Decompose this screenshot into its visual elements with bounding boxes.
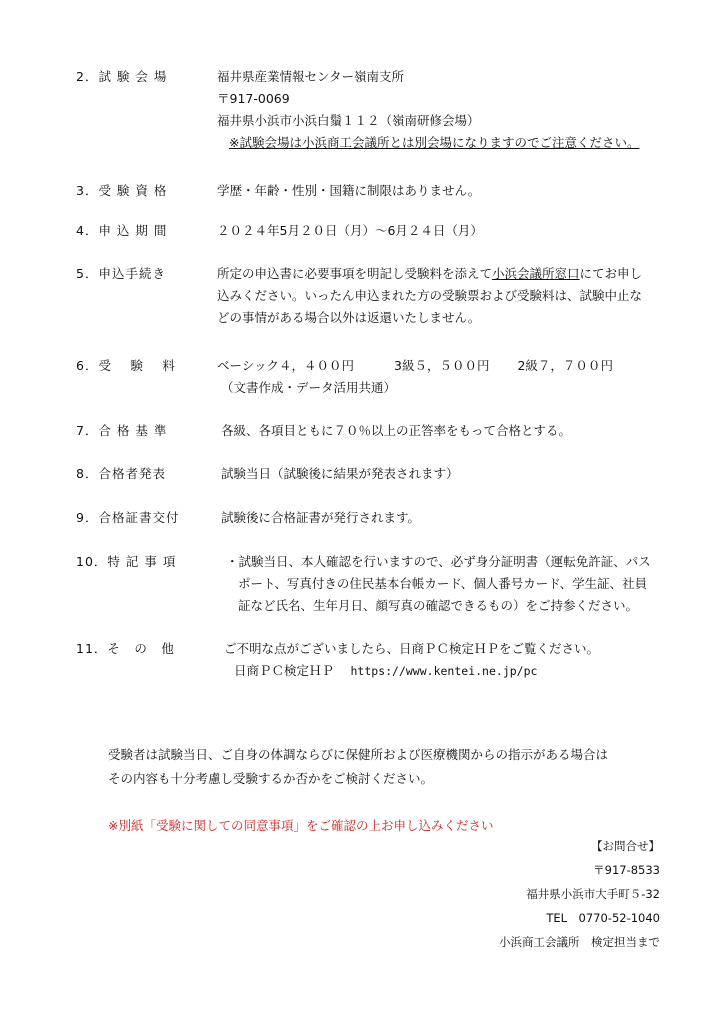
venue-name: 福井県産業情報センター嶺南支所 — [217, 69, 405, 84]
contact-postal: 〒917-8533 — [593, 863, 660, 877]
criteria-label: 7．合 格 基 準 — [76, 423, 168, 438]
fee-grade3: 3級５，５００円 — [394, 358, 490, 373]
health-notice-line-1: 受験者は試験当日、ご自身の体調ならびに保健所および医療機関からの指示がある場合は — [108, 747, 609, 762]
announcement-label: 8．合格者発表 — [76, 466, 166, 481]
notes-content — [226, 551, 651, 617]
hp-label: 日商ＰＣ検定ＨＰ — [234, 663, 335, 678]
procedure-text-1a: 所定の申込書に必要事項を明記し受験料を添えて — [217, 266, 493, 281]
period-text: ２０２４年5月２０日（月）～6月２４日（月） — [217, 223, 483, 238]
venue-label: 2．試 験 会 場 — [76, 69, 168, 84]
procedure-text-2: 込みください。いったん申込まれた方の受験票および受験料は、試験中止な — [217, 288, 643, 303]
other-label: 11．そ の 他 — [76, 641, 175, 656]
procedure-text-3: どの事情がある場合以外は返還いたしません。 — [217, 310, 481, 325]
fee-label: 6．受 験 料 — [76, 358, 176, 373]
fee-content — [217, 355, 613, 399]
procedure-label: 5．申込手続き — [76, 266, 166, 281]
certificate-text: 試験後に合格証書が発行されます。 — [221, 510, 421, 525]
contact-address: 福井県小浜市大手町５-32 — [526, 887, 660, 901]
fee-note: （文書作成・データ活用共通） — [221, 380, 397, 395]
health-notice — [108, 743, 608, 791]
other-content — [224, 638, 599, 682]
contact-heading: 【お問合せ】 — [591, 839, 660, 853]
contact-tel: TEL 0770-52-1040 — [546, 911, 660, 925]
consent-notice: ※別紙「受験に関しての同意事項」をご確認の上お申し込みください — [108, 818, 494, 833]
notes-label: 10．特 記 事 項 — [76, 554, 177, 569]
health-notice-line-2: その内容も十分考慮し受験するか否かをご検討ください。 — [108, 771, 434, 786]
procedure-content — [217, 263, 642, 329]
venue-address: 福井県小浜市小浜白鬚１１２（嶺南研修会場） — [217, 113, 480, 128]
qualification-label: 3．受 験 資 格 — [76, 183, 168, 198]
venue-caution: ※試験会場は小浜商工会議所とは別会場になりますのでご注意ください。 — [229, 135, 640, 150]
other-text: ご不明な点がございましたら、日商ＰＣ検定ＨＰをご覧ください。 — [224, 641, 600, 656]
venue-content — [217, 66, 639, 154]
contact-block — [499, 834, 660, 954]
qualification-text: 学歴・年齢・性別・国籍に制限はありません。 — [217, 183, 481, 198]
announcement-text: 試験当日（試験後に結果が発表されます） — [221, 466, 459, 481]
contact-org: 小浜商工会議所 検定担当まで — [499, 935, 660, 949]
venue-postal: 〒917-0069 — [217, 91, 290, 106]
procedure-window: 小浜会議所窓口 — [492, 266, 580, 281]
hp-url-link[interactable]: https://www.kentei.ne.jp/pc — [350, 664, 538, 678]
notes-text-3: 証など氏名、生年月日、顔写真の確認できるもの）をご持参ください。 — [238, 598, 639, 613]
criteria-text: 各級、各項目ともに７０％以上の正答率をもって合格とする。 — [221, 423, 572, 438]
certificate-label: 9．合格証書交付 — [76, 510, 180, 525]
procedure-text-1b: にてお申し — [579, 266, 643, 281]
fee-basic: ベーシック４，４００円 — [217, 358, 355, 373]
notes-text-1: ・試験当日、本人確認を行いますので、必ず身分証明書（運転免許証、パス — [226, 554, 651, 569]
fee-grade2: 2級７，７００円 — [517, 358, 613, 373]
period-label: 4．申 込 期 間 — [76, 223, 168, 238]
notes-text-2: ポート、写真付きの住民基本台帳カード、個人番号カード、学生証、社員 — [238, 576, 648, 591]
